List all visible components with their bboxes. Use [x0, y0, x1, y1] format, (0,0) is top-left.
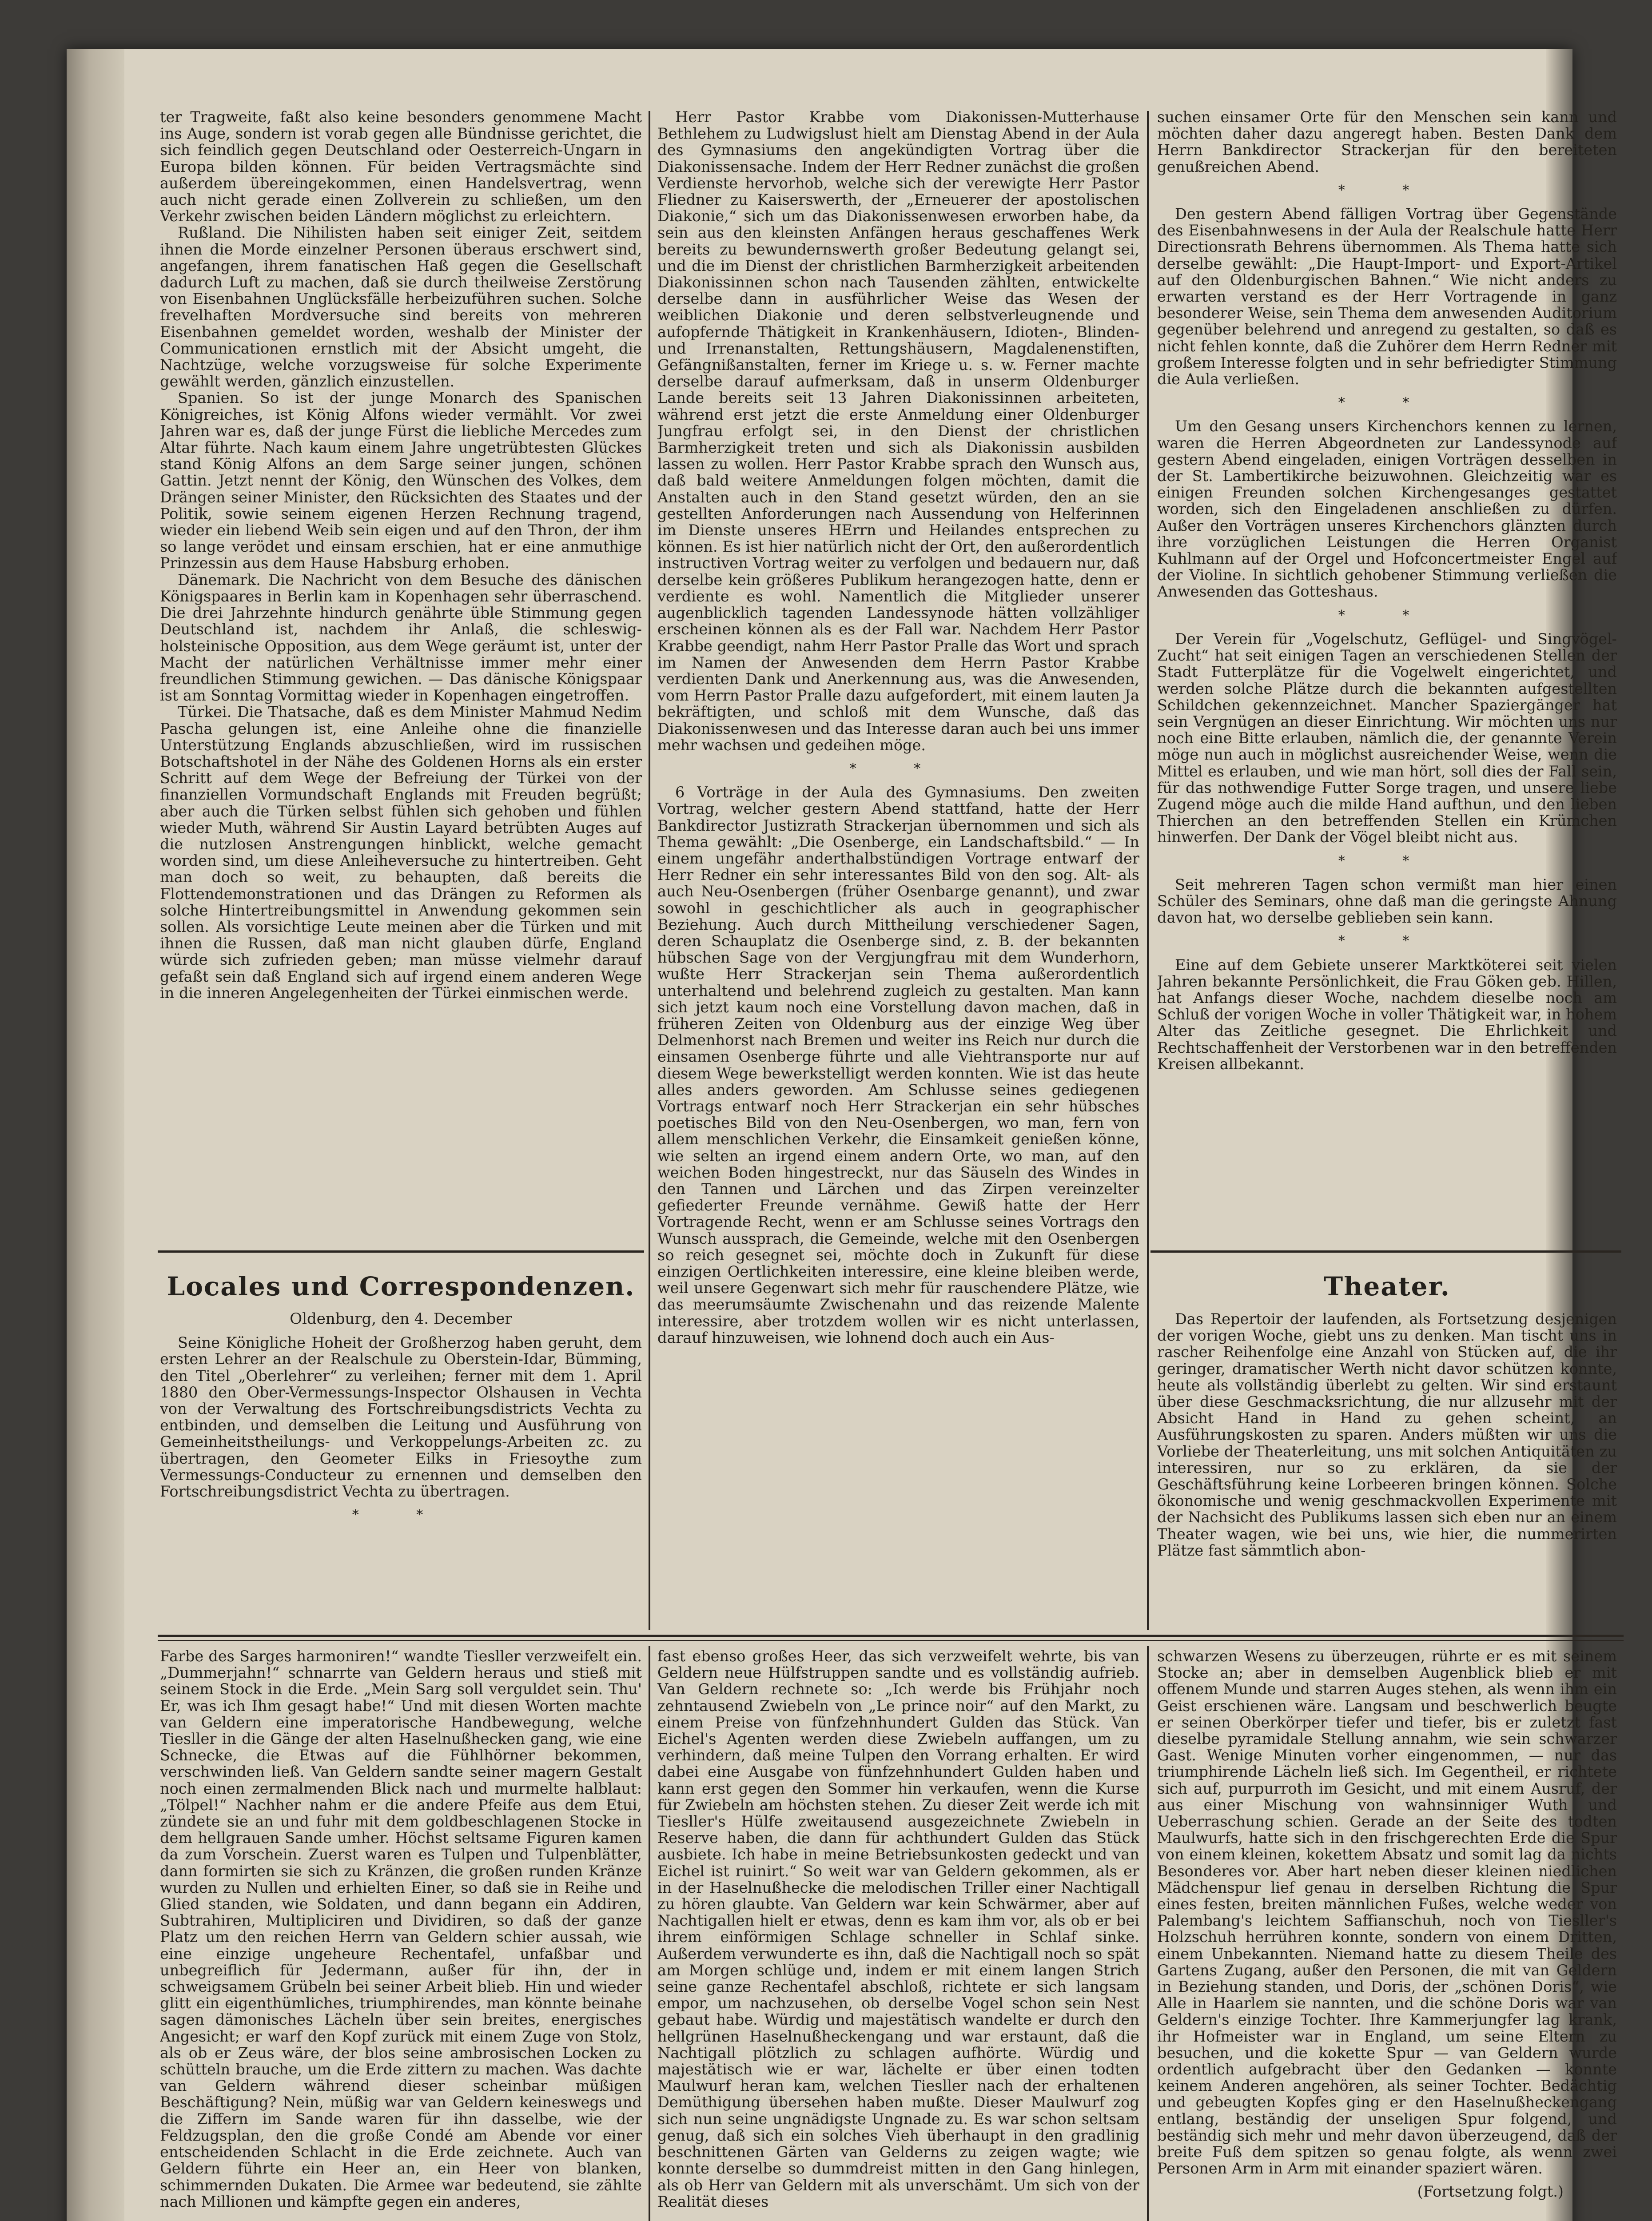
separator-stars: * * [1338, 853, 1436, 869]
separator-stars: * * [1338, 933, 1436, 949]
theater-article: Das Repertoir der laufenden, als Fortsetzung desjenigen der vorigen Woche, giebt uns zu denken. Man tischt uns in rascher Reihenfolge eine Anzahl von Stücken auf, die ihr geringer, dramatischer Werth nicht davor schützen konnte, heute als vollständig überlebt zu gelten. Wir sind erstaunt über diese Geschmacksrichtung, die nur allzusehr mit der Absicht Hand in Hand zu gehen scheint, an Ausführungskosten zu sparen. Anders müßten wir uns die Vorliebe der Theaterleitung, uns mit solchen Antiquitäten zu interessiren, nur so zu erklären, da sie der Geschäftsführung keine Lorbeeren bringen können. Solche ökonomische und wenig geschmackvollen Experimente mit der Nachsicht des Publikums lassen sich eben nur an einem Theater wagen, wie bei uns, wie hier, die nummerirten Plätze fast sämmtlich abon- [1157, 1310, 1617, 1559]
feuilleton-column-2 [657, 1648, 1139, 2221]
continued-note: (Fortsetzung folgt.) [1417, 2182, 1564, 2200]
article-spanien: Spanien. So ist der junge Monarch des Spanischen Königreiches, ist König Alfons wieder vermählt. Vor zwei Jahren war es, daß der junge Fürst die liebliche Mercedes zum Altar führte. Nach kaum einem Jahre ungetrübtesten Glückes stand König Alfons an dem Sarge seiner jungen, schönen Gattin. Jetzt nennt der König, den Wünschen des Volkes, dem Drängen seiner Minister, den Rücksichten des Staates und der Politik, sowie seinem eigenen Herzen Rechnung tragend, wieder ein liebend Weib sein eigen und auf den Thron, der ihm so lange verödet und einsam erschien, hat er eine anmuthige Prinzessin aus dem Hause Habsburg erhoben. [160, 389, 642, 572]
newspaper-page [67, 49, 1617, 2221]
locales-headline: Locales und Correspondenzen. [167, 1271, 635, 1302]
section-rule [158, 1250, 644, 1253]
feuilleton-text-2: fast ebenso großes Heer, das sich verzweifelt wehrte, bis van Geldern neue Hülfstruppen sandte und es vollständig aufrieb. Van Geldern rechnete so: „Ich werde bis Frühjahr noch zehntausend Zwiebeln von „Le prince noir“ auf den Markt, zu einem Preise von fünfzehnhundert Gulden das Stück. Van Eichel's Agenten werden diese Zwiebeln auffangen, um zu verhindern, daß meine Tulpen den Vorrang erhalten. Er wird dabei eine Ausgabe von fünfzehnhundert Gulden haben und kann erst gegen den Sommer hin verkaufen, wenn die Kurse für Zwiebeln am höchsten stehen. Zu dieser Zeit werde ich mit Tiesller's Hülfe zweitausend ausgezeichnete Zwiebeln in Reserve haben, die dann für achthundert Gulden das Stück ausbiete. Ich habe in meine Betriebsunkosten gedeckt und van Eichel ist ruinirt.“ So weit war van Geldern gekommen, als er in der Haselnußhecke die melodischen Triller einer Nachtigall zu hören glaubte. Van Geldern war kein Schwärmer, aber auf Nachtigallen hielt er etwas, denn es kam ihm vor, als ob er bei ihrem einförmigen Schlage schneller in Schlaf sinke. Außerdem verwunderte es ihn, daß die Nachtigall noch so spät am Morgen schlüge und, indem er mit einem langen Strich seine ganze Rechentafel abschloß, richtete er sich langsam empor, um nachzusehen, ob derselbe Vogel schon sein Nest gebaut habe. Würdig und majestätisch wandelte er durch den hellgrünen Haselnußheckengang und war erstaunt, daß die Nachtigall plötzlich zu schlagen aufhörte. Würdig und majestätisch wie er war, lächelte er über einen todten Maulwurf heran kam, welchen Tiesller nach der erhaltenen Demüthigung übersehen haben mußte. Dieser Maulwurf zog sich nun seine ungnädigste Ungnade zu. Es war schon seltsam genug, daß sich ein solches Vieh überhaupt in den gradlinig beschnittenen Gärten van Gelderns zu zeigen wagte; wie konnte derselbe so dummdreist mitten in den Gang hinlegen, als ob Herr van Geldern mit als unverschämt. Um sich von der Realität dieses [657, 1648, 1139, 2210]
separator-stars: * * [352, 1507, 450, 1523]
section-rule [1150, 1250, 1621, 1253]
article-daenemark: Dänemark. Die Nachricht von dem Besuche des dänischen Königspaares in Berlin kam in Kopenhagen sehr überraschend. Die drei Jahrzehnte hindurch genährte üble Stimmung gegen Deutschland ist, nachdem ihr Anlaß, die schleswig-holsteinische Opposition, aus dem Wege geräumt ist, unter der Macht der natürlichen Verhältnisse immer mehr einer freundlichen Stimmung gewichen. — Das dänische Königspaar ist am Sonntag Vormittag wieder in Kopenhagen eingetroffen. [160, 571, 642, 705]
top-column-2 [657, 109, 1139, 1624]
separator-stars: * * [1338, 607, 1436, 623]
separator-stars: * * [1338, 182, 1436, 198]
feuilleton-text-1: Farbe des Sarges harmoniren!“ wandte Tiesller verzweifelt ein. „Dummerjahn!“ schnarrte van Geldern heraus und stieß mit seinem Stock in die Erde. „Mein Sarg soll verguldet sein. Thu' Er, was ich Ihm gesagt habe!“ Und mit diesen Worten machte van Geldern eine imperatorische Handbewegung, welche Tiesller in die Gänge der alten Haselnußhecken gang, wie eine Schnecke, die Etwas auf die Fühlhörner bekommen, verschwinden ließ. Van Geldern sandte seiner magern Gestalt noch einen zermalmenden Blick nach und murmelte halblaut: „Tölpel!“ Nachher nahm er die andere Pfeife aus dem Etui, zündete sie an und fuhr mit dem goldbeschlagenen Stocke in dem hellgrauen Sande umher. Höchst seltsame Figuren kamen da zum Vorschein. Zuerst waren es Tulpen und Tulpenblätter, dann formirten sie sich zu Kränzen, die großen runden Kränze wurden zu Nullen und erhielten Einer, so daß sie in Reihe und Glied standen, wie Soldaten, und dann begann ein Addiren, Subtrahiren, Multipliciren und Dividiren, so daß der ganze Platz um den reichen Herrn van Geldern schier aussah, wie eine einzige ungeheure Rechentafel, unfaßbar und unbegreiflich für Jedermann, außer für ihn, der in schweigsamem Grübeln bei seiner Arbeit blieb. Hin und wieder glitt ein eigenthümliches, triumphirendes, man könnte beinahe sagen dämonisches Lächeln über sein breites, energisches Angesicht; er warf den Kopf zurück mit einem Zuge von Stolz, als ob er Zeus wäre, der blos seine ambrosischen Locken zu schütteln brauche, um die Erde zittern zu machen. Was dachte van Geldern während dieser scheinbar müßigen Beschäftigung? Nein, müßig war van Geldern keineswegs und die Ziffern im Sande waren für ihn dasselbe, wie der Feldzugsplan, den die große Condé am Abende vor einer entscheidenden Schlacht in die Erde zeichnete. Auch van Geldern führte ein Heer an, ein Heer von blanken, schimmernden Dukaten. Die Armee war bedeutend, sie zählte nach Millionen und kämpfte gegen ein anderes, [160, 1648, 642, 2210]
theater-headline: Theater. [1324, 1271, 1450, 1302]
theater-section [1157, 1259, 1617, 1624]
feuilleton-text-3: schwarzen Wesens zu überzeugen, rührte er es mit seinem Stocke an; aber in demselben Augenblick blieb er mit offenem Munde und starren Auges stehen, als wenn ihm ein Geist erschienen wäre. Langsam und beschwerlich beugte er seinen Oberkörper tiefer und tiefer, bis er zuletzt fast dieselbe pyramidale Stellung annahm, wie sein schwarzer Gast. Wenige Minuten vorher eingenommen, — nur das triumphirende Lächeln ließ sich. Im Gegentheil, er richtete sich auf, purpurroth im Gesicht, und mit einem Ausruf, der aus einer Mischung von wahnsinniger Wuth und Ueberraschung schien. Gerade an der Seite des todten Maulwurfs, hatte sich in den frischgerechten Erde die Spur von einem kleinen, kokettem Absatz und somit lag da nichts Besonderes vor. Aber hart neben dieser kleinen niedlichen Mädchenspur lief genau in derselben Richtung die Spur eines festen, breiten männlichen Fußes, welche weder von Palembang's leichtem Saffianschuh, noch von Tiesller's Holzschuh herrühren konnte, sondern von einem Dritten, einem Unbekannten. Niemand hatte zu diesem Theile des Gartens Zugang, außer den Personen, die mit van Geldern in Beziehung standen, und Doris, der „schönen Doris“, wie Alle in Haarlem sie nannten, und die schöne Doris war van Geldern's einzige Tochter. Ihre Kammerjungfer lag krank, ihr Hofmeister war in England, um seine Eltern zu besuchen, und die kokette Spur — van Geldern wurde ordentlich aufgebracht über den Gedanken — konnte keinem Anderen angehören, als seiner Tochter. Bedächtig und gebeugten Kopfes ging er den Haselnußheckengang entlang, beständig der unseligen Spur folgend, und beständig sich mehr und mehr davon überzeugend, daß der breite Fuß dem spitzen so genau folgte, als wenn zwei Personen Arm in Arm mit einander spaziert wären. [1157, 1648, 1617, 2177]
article-osenberge-continued: suchen einsamer Orte für den Menschen sein kann und möchten daher dazu angeregt haben. Besten Dank dem Herrn Bankdirector Strackerjan für den bereiteten genußreichen Abend. [1157, 109, 1617, 175]
column-rule [649, 1646, 650, 2221]
book-binding [67, 49, 124, 2221]
article-tuerkei: Türkei. Die Thatsache, daß es dem Minister Mahmud Nedim Pascha gelungen ist, eine Anleihe ohne die finanzielle Unterstützung Englands abzuschließen, wird im russischen Botschaftshotel in der Nähe des Goldenen Horns als ein erster Schritt auf dem Wege der Befreiung der Türkei von der finanziellen Vormundschaft Englands mit Freuden begrüßt; aber auch die Türken selbst fühlen sich gehoben und fühlen wieder Muth, während Sir Austin Layard betrübten Auges auf die nutzlosen Anstrengungen hinblickt, welche gemacht worden sind, um diese Anleiheversuche zu hintertreiben. Geht man doch so weit, zu behaupten, daß bereits die Flottendemonstrationen und das Drängen zu Reformen als solche Hintertreibungsmittel in Anwendung gekommen sein sollen. Als vorsichtige Leute meinen aber die Türken und mit ihnen die Russen, daß man nicht glauben dürfe, England würde sich zufrieden geben; man müsse vielmehr darauf gefaßt sein daß England sich auf irgend einem anderen Wege in die inneren Angelegenheiten der Türkei einmischen werde. [160, 703, 642, 1002]
article-eisenbahnwesen: Den gestern Abend fälligen Vortrag über Gegenstände des Eisenbahnwesens in der Aula der Realschule hatte Herr Directionsrath Behrens übernommen. Als Thema hatte sich derselbe gewählt: „Die Haupt-Import- und Export-Artikel auf den Oldenburgischen Bahnen.“ Wie nicht anders zu erwarten verstand es der Herr Vortragende in ganz besonderer Weise, sein Thema dem anwesenden Auditorium gegenüber belehrend und anregend zu gestalten, so daß es nicht fehlen konnte, daß die Zuhörer dem Herrn Redner mit großem Interesse folgten und in sehr befriedigter Stimmung die Aula verließen. [1157, 205, 1617, 388]
article-alliance-continued: ter Tragweite, faßt also keine besonders genommene Macht ins Auge, sondern ist vorab gegen alle Bündnisse gerichtet, die sich feindlich gegen Deutschland oder Oesterreich-Ungarn in Europa bilden können. Für beiden Vertragsmächte sind außerdem übereingekommen, einen Handelsvertrag, wenn auch nicht gerade einen Zollverein zu schließen, um den Verkehr zwischen beiden Ländern möglichst zu erleichtern. [160, 109, 642, 225]
feuilleton-column-1 [160, 1648, 642, 2221]
locales-section [160, 1259, 642, 1632]
article-diakonissen: Herr Pastor Krabbe vom Diakonissen-Mutterhause Bethlehem zu Ludwigslust hielt am Dienstag Abend in der Aula des Gymnasiums den angekündigten Vortrag über die Diakonissensache. Indem der Herr Redner zunächst die großen Verdienste hervorhob, welche sich der verewigte Herr Pastor Fliedner zu Kaiserswerth, der „Erneuerer der apostolischen Diakonie,“ sich um das Diakonissenwesen erworben habe, da sein aus den kleinsten Anfängen heraus geschaffenes Werk bereits zu bewundernswerth großer Bedeutung gelangt sei, und die im Dienst der christlichen Barmherzigkeit arbeitenden Diakonissinnen schon nach Tausenden zählten, entwickelte derselbe dann in ausführlicher Weise das Wesen der weiblichen Diakonie und deren selbstverleugnende und aufopfernde Thätigkeit in Krankenhäusern, Idioten-, Blinden- und Irrenanstalten, Rettungshäusern, Magdalenenstiften, Gefängnißanstalten, ferner im Kriege u. s. w. Ferner machte derselbe darauf aufmerksam, daß in unserm Oldenburger Lande bereits seit 13 Jahren Diakonissinnen arbeiteten, während erst jetzt die erste Anmeldung einer Oldenburger Jungfrau erfolgt sei, in den Dienst der christlichen Barmherzigkeit treten und sich als Diakonissin ausbilden lassen zu wollen. Herr Pastor Krabbe sprach den Wunsch aus, daß bald weitere Anmeldungen folgen möchten, damit die Anstalten auch in den Stand gesetzt würden, den an sie gestellten Anforderungen nach Aussendung von Helferinnen im Dienste unseres HErrn und Heilandes entsprechen zu können. Es ist hier natürlich nicht der Ort, den außerordentlich instructiven Vortrag weiter zu verfolgen und bedauern nur, daß derselbe kein größeres Publikum herangezogen hatte, denn er verdiente es wohl. Namentlich die Mitglieder unserer augenblicklich tagenden Landessynode hätten vollzähliger erscheinen können als es der Fall war. Nachdem Herr Pastor Krabbe geendigt, nahm Herr Pastor Pralle das Wort und sprach im Namen der Anwesenden dem Herrn Pastor Krabbe verdienten Dank und Anerkennung aus, was die Anwesenden, vom Herrn Pastor Pralle dazu aufgefordert, mit einem lauten Ja bekräftigten, und schloß mit dem Wunsche, daß das Diakonissenwesen und das Interesse daran auch bei uns immer mehr wachsen und gedeihen möge. [657, 109, 1139, 754]
feuilleton-rule [158, 1635, 1624, 1637]
article-vortraege-gymnasium: 6 Vorträge in der Aula des Gymnasiums. Den zweiten Vortrag, welcher gestern Abend stattfand, hatte der Herr Bankdirector Justizrath Strackerjan übernommen und sich als Thema gewählt: „Die Osenberge, ein Landschaftsbild.“ — In einem ungefähr anderthalbstündigen Vortrage entwarf der Herr Redner ein sehr interessantes Bild von den sog. Alt- als auch Neu-Osenbergen (früher Osenbarge genannt), und zwar sowohl in geschichtlicher als auch in geographischer Beziehung. Auch durch Mittheilung verschiedener Sagen, deren Schauplatz die Osenberge sind, z. B. der bekannten hübschen Sage von der Vergjungfrau mit dem Wunderhorn, wußte Herr Strackerjan sein Thema außerordentlich unterhaltend und belehrend zugleich zu gestalten. Man kann sich jetzt kaum noch eine Vorstellung davon machen, daß in früheren Zeiten von Oldenburg aus der einzige Weg über Delmenhorst nach Bremen und weiter ins Reich nur durch die einsamen Osenberge führte und alle Viehtransporte nur auf diesem Wege bewerkstelligt werden konnten. Wie ist das heute alles anders geworden. Am Schlusse seines gediegenen Vortrags entwarf noch Herr Strackerjan ein sehr hübsches poetisches Bild von den Neu-Osenbergen, wo man, fern von allem menschlichen Verkehr, die Einsamkeit genießen könne, wie selten an irgend einem andern Orte, wo man, auf den weichen Boden hingestreckt, nur das Säuseln des Windes in den Tannen und Lärchen und das Zirpen vereinzelter gefiederter Freunde vernähme. Gewiß hatte der Herr Vortragende Recht, wenn er am Schlusse seines Vortrags den Wunsch aussprach, die Gemeinde, welche mit den Osenbergen so reich gesegnet sei, möchte doch in Zukunft für diese einzigen Oertlichkeiten interessire, eine kleine bleiben werde, weil unsere Gegenwart sich mehr für rauschendere Plätze, wie das meerumsäumte Zwischenahn und das reizende Malente interessire, aber trotzdem wollen wir es nicht unterlassen, darauf hinzuweisen, wie lohnend doch auch ein Aus- [657, 784, 1139, 1346]
feuilleton-column-3 [1157, 1648, 1617, 2221]
article-russland: Rußland. Die Nihilisten haben seit einiger Zeit, seitdem ihnen die Morde einzelner Personen überaus erschwert sind, angefangen, ihrem fanatischen Haß gegen die Gesellschaft dadurch Luft zu machen, daß sie durch theilweise Zerstörung von Eisenbahnen Unglücksfälle herbeizuführen suchen. Solche frevelhaften Mordversuche sind bereits von mehreren Eisenbahnen gemeldet worden, weshalb der Minister der Communicationen ernstlich mit der Absicht umgeht, die Nachtzüge, welche vorzugsweise für solche Experimente gewählt werden, gänzlich einzustellen. [160, 224, 642, 390]
article-marktkoeterei: Eine auf dem Gebiete unserer Marktköterei seit vielen Jahren bekannte Persönlichkeit, die Frau Göken geb. Hillen, hat Anfangs dieser Woche, nachdem dieselbe noch am Schluß der vorigen Woche in voller Thätigkeit war, in hohem Alter das Zeitliche gesegnet. Die Ehrlichkeit und Rechtschaffenheit der Verstorbenen war in den betreffenden Kreisen allbekannt. [1157, 956, 1617, 1073]
locales-article: Seine Königliche Hoheit der Großherzog haben geruht, dem ersten Lehrer an der Realschule zu Oberstein-Idar, Bümming, den Titel „Oberlehrer“ zu verleihen; ferner mit dem 1. April 1880 den Ober-Vermessungs-Inspector Olshausen in Vechta von der Verwaltung des Fortschreibungsdistricts Vechta zu entbinden, und demselben die Leitung und Ausführung von Gemeinheitstheilungs- und Verkoppelungs-Arbeiten zc. zu übertragen, den Geometer Eilks in Friesoythe zum Vermessungs-Conducteur zu ernennen und demselben den Fortschreibungsdistrict Vechta zu übertragen. [160, 1334, 642, 1501]
top-column-3 [1157, 109, 1617, 1250]
locales-dateline: Oldenburg, den 4. December [290, 1310, 512, 1328]
separator-stars: * * [849, 760, 947, 776]
column-rule [649, 111, 650, 1630]
article-kirchenchor: Um den Gesang unsers Kirchenchors kennen zu lernen, waren die Herren Abgeordneten zur Landessynode auf gestern Abend eingeladen, einigen Vorträgen desselben in der St. Lambertikirche beizuwohnen. Gleichzeitig war es einigen Freunden solchen Kirchengesanges gestattet worden, sich den Eingeladenen anschließen zu dürfen. Außer den Vorträgen unseres Kirchenchors glänzten durch ihre vorzüglichen Leistungen die Herren Organist Kuhlmann auf der Orgel und Hofconcertmeister Engel auf der Violine. In sichtlich gehobener Stimmung verließen die Anwesenden das Gotteshaus. [1157, 418, 1617, 601]
article-vogelschutz: Der Verein für „Vogelschutz, Geflügel- und Singvögel-Zucht“ hat seit einigen Tagen an verschiedenen Stellen der Stadt Futterplätze für die Vogelwelt eingerichtet, und werden solche Plätze durch die bekannten aufgestellten Schildchen gekennzeichnet. Mancher Spaziergänger hat sein Vergnügen an dieser Einrichtung. Wir möchten uns nur noch eine Bitte erlauben, nämlich die, der genannte Verein möge nun auch in möglichst ausreichender Weise, wenn die Mittel es erlauben, und wie man hört, soll dies der Fall sein, für das nothwendige Futter Sorge tragen, und unsere liebe Zugend möge auch die milde Hand aufthun, und den lieben Thierchen an den betreffenden Stellen ein Krümchen hinwerfen. Der Dank der Vögel bleibt nicht aus. [1157, 630, 1617, 846]
column-rule [1147, 111, 1149, 1630]
article-seminar-schueler: Seit mehreren Tagen schon vermißt man hier einen Schüler des Seminars, ohne daß man die geringste Ahnung davon hat, wo derselbe geblieben sein kann. [1157, 876, 1617, 927]
feuilleton-rule [158, 1640, 1624, 1641]
separator-stars: * * [1338, 395, 1436, 411]
column-rule [1147, 1646, 1149, 2221]
top-column-1 [160, 109, 642, 1250]
